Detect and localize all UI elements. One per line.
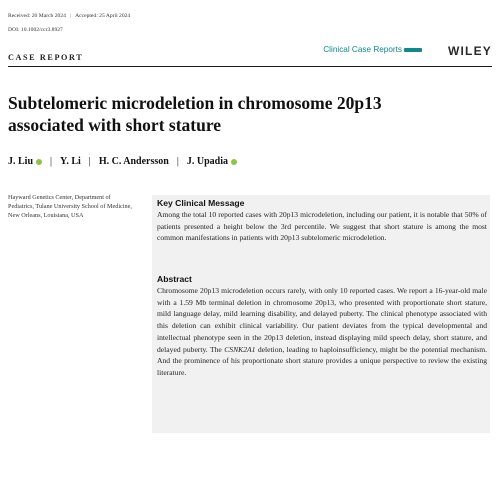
title-line: Subtelomeric microdeletion in chromosome 20p13 — [8, 93, 382, 113]
author-name: H. C. Andersson — [98, 156, 169, 167]
abstract-text-part: Chromosome 20p13 microdeletion occurs rarely, with only 10 reported cases. We report a 16-year-old male with a 1.59 Mb terminal deletion in chromosome 20p13, who presented with proportionate short stature, mild language delay, mild learning disability, and delayed puberty. The clinical phenotype associated with this deletion can exhibit clinical variability. Our patient deviates from the typical developmental and intellectual phenotype seen in the 20p13 deletion, instead displaying mild speech delay, short stature, and delayed puberty. The — [157, 286, 487, 354]
doi[interactable]: DOI: 10.1002/ccr3.8927 — [8, 27, 63, 33]
publisher-logo: WILEY — [448, 44, 492, 58]
abstract-text-part: deletion, leading to haploinsufficiency, might be the potential mechanism. And the prominence of his proportionate short stature provides a unique perspective to review the existing literature. — [157, 344, 488, 377]
date-separator: | — [69, 13, 72, 19]
author[interactable] — [8, 156, 42, 167]
article-type: CASE REPORT — [8, 53, 84, 62]
dates-line — [8, 13, 130, 19]
journal-title: Clinical Case Reports — [323, 45, 402, 54]
received-date: Received: 20 March 2024 — [8, 13, 66, 19]
author-name: Y. Li — [60, 156, 81, 167]
header-rule — [8, 66, 492, 67]
author[interactable] — [99, 156, 169, 167]
orcid-icon[interactable] — [36, 159, 42, 165]
author-name: J. Upadia — [186, 156, 228, 167]
author-separator: | — [88, 156, 91, 167]
open-access-badge-icon — [404, 48, 422, 52]
journal-name[interactable] — [323, 45, 422, 54]
accepted-date: Accepted: 25 April 2024 — [75, 13, 131, 19]
abstract-text — [157, 285, 487, 379]
key-clinical-message-heading: Key Clinical Message — [157, 198, 245, 208]
key-clinical-message-text: Among the total 10 reported cases with 20p13 microdeletion, including our patient, it is notable that 50% of patients presented a height below the 3rd percentile. We suggest that short stature is among the most common manifestations in patients with 20p13 subtelomeric microdeletion. — [157, 210, 487, 243]
affiliation: Hayward Genetics Center, Department of Pediatrics, Tulane University School of Medicine, New Orleans, Louisiana, USA — [8, 194, 132, 219]
abstract-heading: Abstract — [157, 274, 192, 284]
orcid-icon[interactable] — [231, 159, 237, 165]
article-title — [8, 92, 488, 136]
author-list — [8, 156, 237, 167]
gene-name: CSNK2A1 — [224, 344, 256, 354]
journal-header — [8, 45, 492, 65]
author[interactable] — [60, 156, 81, 167]
author-separator: | — [50, 156, 53, 167]
author-separator: | — [176, 156, 179, 167]
author-name: J. Liu — [8, 156, 34, 167]
title-line: associated with short stature — [8, 115, 222, 135]
author[interactable] — [187, 156, 237, 167]
